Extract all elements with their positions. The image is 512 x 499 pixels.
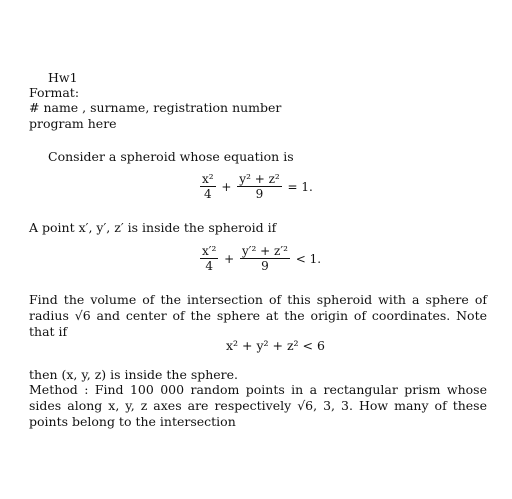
inside-condition-equation — [200, 244, 323, 273]
eq1-rhs: = 1. — [287, 179, 313, 194]
eq2-frac1-denominator: 4 — [205, 259, 213, 273]
eq2-frac2-numerator: y′² + z′² — [242, 244, 288, 258]
method-paragraph: Method : Find 100 000 random points in a rectangular prism whose sides along x, y, z axes are respectively √6, 3, 3. How many of these points belong to the intersection — [29, 382, 487, 429]
eq1-frac1-numerator: x² — [202, 172, 214, 186]
eq2-plus: + — [224, 251, 235, 266]
eq1-fraction-yz — [237, 172, 281, 201]
format-label: Format: — [29, 85, 80, 100]
program-line: program here — [29, 116, 117, 131]
eq1-frac2-denominator: 9 — [255, 187, 264, 201]
format-line: # name , surname, registration number — [29, 100, 282, 115]
eq2-rhs: < 1. — [295, 251, 322, 266]
inside-spheroid-text: A point x′, y′, z′ is inside the spheroid if — [29, 220, 277, 235]
eq1-plus: + — [221, 179, 232, 194]
spheroid-equation — [200, 172, 315, 201]
eq2-fraction-yz — [240, 244, 290, 273]
homework-title: Hw1 — [48, 70, 78, 85]
eq1-frac2-numerator: y² + z² — [239, 172, 280, 186]
intro-text: Consider a spheroid whose equation is — [48, 149, 294, 164]
eq1-frac1-denominator: 4 — [203, 187, 212, 201]
eq1-fraction-x — [200, 172, 216, 201]
then-text: then (x, y, z) is inside the sphere. — [29, 367, 239, 382]
sphere-condition-equation: x² + y² + z² < 6 — [226, 338, 325, 353]
eq2-fraction-x — [200, 244, 218, 273]
eq2-frac2-denominator: 9 — [261, 259, 269, 273]
eq2-frac1-numerator: x′² — [202, 244, 217, 258]
find-volume-paragraph: Find the volume of the intersection of this spheroid with a sphere of radius √6 and center of the sphere at the origin of coordinates. Note that if — [29, 292, 487, 339]
